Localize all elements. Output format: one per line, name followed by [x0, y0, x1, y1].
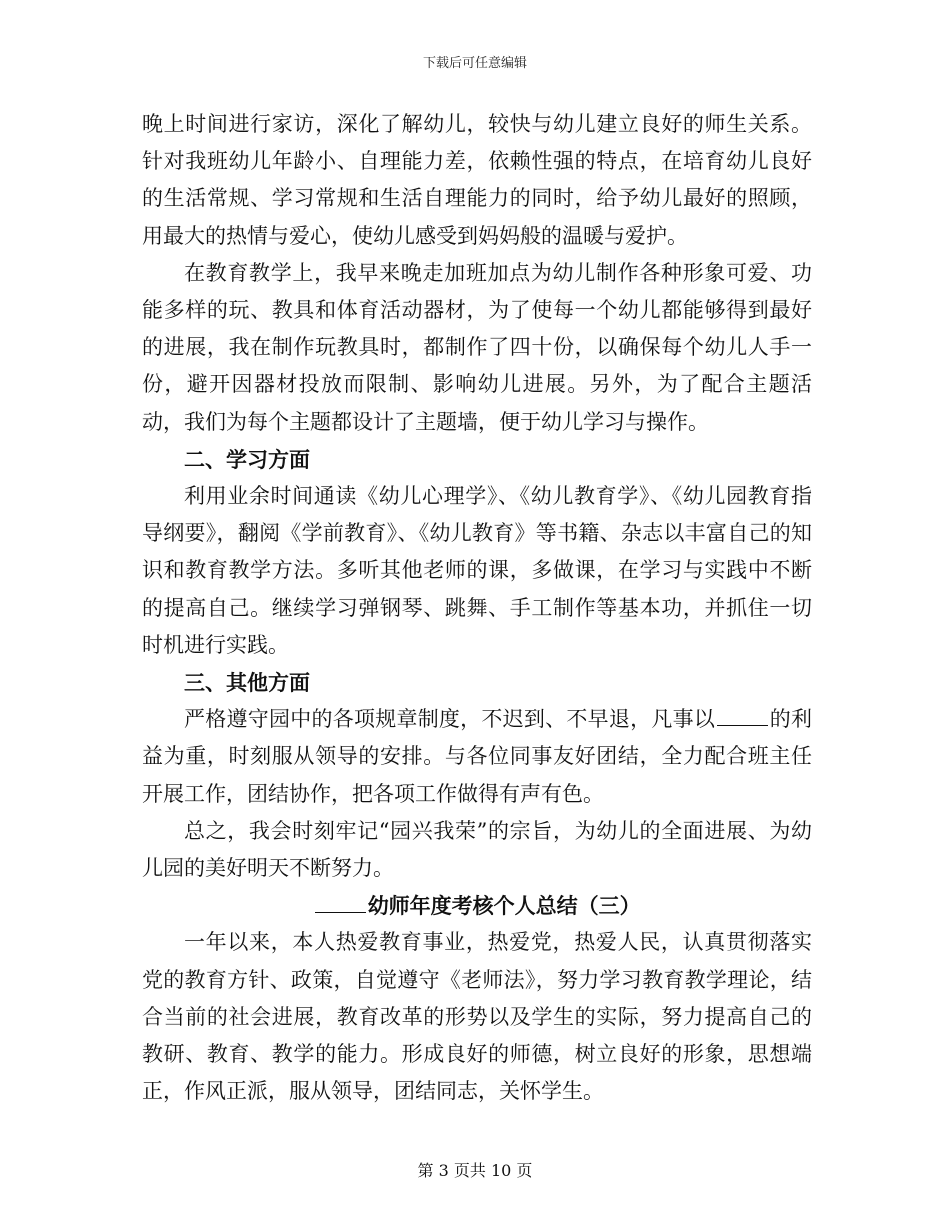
- paragraph-rules-part1: 严格遵守园中的各项规章制度，不迟到、不早退，凡事以: [184, 707, 716, 732]
- document-body: [142, 106, 812, 1110]
- page-number: 第 3 页共 10 页: [417, 1161, 533, 1180]
- paragraph-conclusion: 总之，我会时刻牢记“园兴我荣”的宗旨，为幼儿的全面进展、为幼儿园的美好明天不断努力。: [142, 818, 812, 881]
- paragraph-summary: 一年以来，本人热爱教育事业，热爱党，热爱人民，认真贯彻落实党的教育方针、政策，自觉遵守《老师法》，努力学习教育教学理论，结合当前的社会进展，教育改革的形势以及学生的实际，努力提高自己的教研、教育、教学的能力。形成良好的师德，树立良好的形象，思想端正，作风正派，服从领导，团结同志，关怀学生。: [142, 930, 812, 1104]
- fill-blank: [717, 706, 767, 726]
- section-title-text: 幼师年度考核个人总结（三）: [367, 893, 641, 919]
- section-heading-other: 三、其他方面: [184, 670, 310, 696]
- paragraph-rules-part2: 的利益为重，时刻服从领导的安排。与各位同事友好团结，全力配合班主任开展工作，团结协作，把各项工作做得有声有色。: [142, 707, 813, 806]
- paragraph-home-visits: 晚上时间进行家访，深化了解幼儿，较快与幼儿建立良好的师生关系。针对我班幼儿年龄小、自理能力差，依赖性强的特点，在培育幼儿良好的生活常规、学习常规和生活自理能力的同时，给予幼儿最好的照顾，用最大的热情与爱心，使幼儿感受到妈妈般的温暖与爱护。: [142, 112, 812, 248]
- paragraph-teaching: 在教育教学上，我早来晚走加班加点为幼儿制作各种形象可爱、功能多样的玩、教具和体育活动器材，为了使每一个幼儿都能够得到最好的进展，我在制作玩教具时，都制作了四十份，以确保每个幼儿人手一份，避开因器材投放而限制、影响幼儿进展。另外，为了配合主题活动，我们为每个主题都设计了主题墙，便于幼儿学习与操作。: [142, 260, 812, 434]
- title-blank: [315, 893, 365, 913]
- paragraph-rules: [142, 701, 812, 813]
- section-heading-study: 二、学习方面: [184, 446, 310, 472]
- section-title: [142, 887, 812, 924]
- header-note: 下载后可任意编辑: [422, 56, 527, 71]
- paragraph-study: 利用业余时间通读《幼儿心理学》、《幼儿教育学》、《幼儿园教育指导纲要》，翻阅《学前教育》、《幼儿教育》等书籍、杂志以丰富自己的知识和教育教学方法。多听其他老师的课，多做课，在学习与实践中不断的提高自己。继续学习弹钢琴、跳舞、手工制作等基本功，并抓住一切时机进行实践。: [142, 484, 812, 657]
